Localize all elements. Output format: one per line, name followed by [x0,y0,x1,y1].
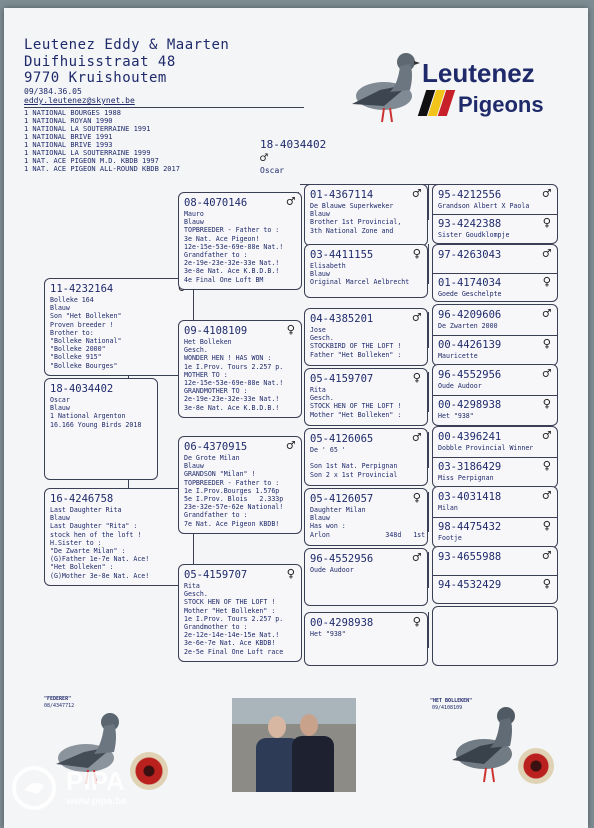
pigeon-details: Daughter Milan Blauw Has won : Arlon 348d 1st [310,506,426,539]
card-divider [433,457,557,458]
pigeon-details: Mauricette [438,352,478,360]
ring-number: 03-4031418 [438,491,502,503]
result-line: 1 NATIONAL LA SOUTERRAINE 1999 [24,149,151,157]
ring-number: 03-4411155 [310,249,374,261]
header-rule [24,107,304,108]
gen4-pigeon-card [304,308,428,366]
right-bird-ring: 09/4108109 [432,705,463,711]
pipa-watermark: PIPA [66,766,125,796]
ring-number: 05-4126065 [310,433,374,445]
het-bolleken-eye-icon [518,748,554,784]
results-list [24,109,180,173]
logo-line2: Pigeons [458,92,544,117]
male-icon: ♂ [286,194,295,210]
male-icon: ♂ [412,550,421,566]
female-icon: ♀ [412,490,421,506]
pigeon-details: Goede Geschelpte [438,290,502,298]
ring-number: 05-4159707 [184,569,248,581]
female-icon: ♀ [542,576,551,592]
ring-number: 97-4263043 [438,249,502,261]
female-icon: ♀ [286,322,295,338]
card-divider [433,575,557,576]
pigeon-details: Oude Audoor [310,566,354,574]
male-icon: ♂ [412,430,421,446]
ring-number: 00-4298938 [438,399,502,411]
ring-number: 93-4242388 [438,218,502,230]
gen4-pigeon-card [304,488,428,546]
male-icon: ♂ [412,186,421,202]
logo-line1: Leutenez [422,58,535,88]
subject-ring: 18-4034402 [260,138,327,151]
pigeon-details: Oude Audoor [438,382,482,390]
ring-number: 96-4209606 [438,309,502,321]
pigeon-details: Dobble Provincial Winner [438,444,534,452]
female-icon: ♀ [412,246,421,262]
male-icon: ♂ [542,186,551,202]
card-divider [433,214,557,215]
pigeon-details: Grandson Albert X Paola [438,202,530,210]
gen3-pigeon-card [178,436,302,534]
gen5-pigeon-pair-card [432,606,558,666]
ring-number: 98-4475432 [438,521,502,533]
gen3-pigeon-card [178,564,302,662]
left-bird-ring: 08/4347712 [44,703,75,709]
result-line: 1 NATIONAL ROYAN 1990 [24,117,113,125]
ring-number: 96-4552956 [310,553,374,565]
subject-sex-icon: ♂ [260,151,268,166]
female-icon: ♀ [542,396,551,412]
ring-number: 09-4108109 [184,325,248,337]
female-icon: ♀ [542,215,551,231]
female-icon: ♀ [542,518,551,534]
ring-number: 16-4246758 [50,493,114,505]
pigeon-details: Jose Gesch. STOCKBIRD OF THE LOFT ! Father "Het Bolleken" : [310,326,402,359]
pigeon-details: Sister Goudklompje [438,231,510,239]
male-icon: ♂ [542,366,551,382]
right-bird-caption: "HET BOLLEKEN" [430,698,473,704]
female-icon: ♀ [286,566,295,582]
card-divider [433,395,557,396]
card-divider [433,273,557,274]
male-icon: ♂ [542,246,551,262]
result-line: 1 NAT. ACE PIGEON ALL-ROUND KBDB 2017 [24,165,180,173]
ring-number: 03-3186429 [438,461,502,473]
owner-email[interactable]: eddy.leutenez@skynet.be [24,96,135,105]
male-icon: ♂ [286,438,295,454]
gen1-pigeon-card [44,378,158,480]
ring-number: 05-4126057 [310,493,374,505]
gen5-pigeon-pair-card [432,486,558,548]
pipa-watermark-url[interactable]: www.pipa.be [66,796,127,807]
pigeon-details: Miss Perpignan [438,474,494,482]
male-icon: ♂ [542,306,551,322]
gen4-pigeon-card [304,244,428,298]
belgian-flag-icon [422,90,452,120]
ring-number: 96-4552956 [438,369,502,381]
ring-number: 00-4396241 [438,431,502,443]
ring-number: 00-4298938 [310,617,374,629]
card-divider [433,517,557,518]
pigeon-details: De Zwarten 2000 [438,322,498,330]
gen2-pigeon-card [44,278,194,376]
gen4-pigeon-card [304,184,428,246]
ring-number: 04-4385201 [310,313,374,325]
gen5-pigeon-pair-card [432,426,558,488]
pigeon-details: De Grote Milan Blauw GRANDSON "Milan" ! TOPBREEDER - Father to : 1e I.Prov.Bourges 1.576p 5e I.Prov. Blois 2.333p 23e-32e-57e-62e National! Grandfather to : 7e Nat. Ace Pigeon KBDB! [184,454,284,528]
ring-number: 01-4174034 [438,277,502,289]
female-icon: ♀ [412,614,421,630]
ring-number: 94-4532429 [438,579,502,591]
pedigree-sheet [4,8,588,828]
ring-number: 00-4426139 [438,339,502,351]
pigeon-details: Elisabeth Blauw Original Marcel Aelbrecht [310,262,410,287]
pigeon-details: Footje [438,534,462,542]
pigeon-details: Last Daughter Rita Blauw Last Daughter "Rita" : stock hen of the loft ! H.Sister to : "De Zwarte Milan" : (G)Father 1e-7e Nat. Ace! "Het Bolleken" : (G)Mother 3e-8e Nat. Ace! [50,506,150,580]
female-icon: ♀ [542,458,551,474]
pigeon-details: De Blauwe Superkweker Blauw Brother 1st Provincial, 3th National Zone and [310,202,402,235]
male-icon: ♂ [542,428,551,444]
pigeon-details: Het Bolleken Gesch. WONDER HEN ! HAS WON : 1e I.Prov. Tours 2.257 p. MOTHER TO : 12e-15e-53e-69e-88e Nat.! GRANDMOTHER TO : 2e-19e-23e-32e-33e Nat.! 3e-8e Nat. Ace K.B.D.B.! [184,338,284,412]
result-line: 1 NATIONAL BOURGES 1988 [24,109,121,117]
ring-number: 18-4034402 [50,383,114,395]
ring-number: 11-4232164 [50,283,114,295]
owner-street: Duifhuisstraat 48 [24,54,176,70]
pigeon-details: Oscar Blauw 1 National Argenton 16.166 Young Birds 2018 [50,396,142,429]
gen3-pigeon-card [178,320,302,418]
ring-number: 05-4159707 [310,373,374,385]
pipa-watermark-icon [10,764,58,812]
pigeon-details: Rita Gesch. STOCK HEN OF THE LOFT ! Mother "Het Bolleken" : 1e I.Prov. Tours 2.257 p. Grandmother to : 2e-12e-14e-14e-15e Nat.! 3e-6e-7e Nat. Ace KBDB! 2e-5e Final One Loft race [184,582,284,656]
female-icon: ♀ [412,370,421,386]
pigeon-details: Rita Gesch. STOCK HEN OF THE LOFT ! Mother "Het Bolleken" : [310,386,402,419]
gen5-pigeon-pair-card [432,364,558,426]
pigeon-details: Bolleke 164 Blauw Son "Het Bolleken" Proven breeder ! Brother to: "Bolleke National" "Bolleke 2000" "Bolleke 915" "Bolleke Bourges" [50,296,122,370]
owners-photo [232,698,356,792]
result-line: 1 NATIONAL BRIVE 1993 [24,141,113,149]
federer-eye-icon [130,752,168,790]
ring-number: 06-4370915 [184,441,248,453]
pigeon-details: Milan [438,504,458,512]
gen3-pigeon-card [178,192,302,290]
owner-name: Leutenez Eddy & Maarten [24,37,230,53]
result-line: 1 NAT. ACE PIGEON M.D. KBDB 1997 [24,157,159,165]
gen5-pigeon-pair-card [432,184,558,244]
ring-number: 08-4070146 [184,197,248,209]
left-bird-caption: "FEDERER" [44,696,72,702]
pigeon-logo-icon [340,44,422,128]
pigeon-details: Het "938" [438,412,474,420]
male-icon: ♂ [542,488,551,504]
female-icon: ♀ [542,336,551,352]
male-icon: ♂ [542,548,551,564]
pigeon-details: Mauro Blauw TOPBREEDER - Father to : 3e Nat. Ace Pigeon! 12e-15e-53e-69e-88e Nat.! Grandfather to : 2e-19e-23e-32e-33e Nat.! 3e-8e Nat. Ace K.B.D.B.! 4e Final One Loft BM [184,210,284,284]
ring-number: 93-4655988 [438,551,502,563]
gen4-pigeon-card [304,368,428,426]
owner-phone: 09/384.36.05 [24,87,82,96]
gen4-pigeon-card [304,548,428,606]
ring-number: 01-4367114 [310,189,374,201]
ring-number: 95-4212556 [438,189,502,201]
pigeon-details: De ' 65 ' Son 1st Nat. Perpignan Son 2 x 1st Provincial [310,446,398,479]
card-divider [433,335,557,336]
male-icon: ♂ [412,310,421,326]
het-bolleken-pigeon-icon [440,698,522,788]
gen4-pigeon-card [304,612,428,666]
owner-city: 9770 Kruishoutem [24,70,167,86]
result-line: 1 NATIONAL BRIVE 1991 [24,133,113,141]
gen5-pigeon-pair-card [432,304,558,366]
subject-name: Oscar [260,166,285,175]
female-icon: ♀ [542,274,551,290]
pigeon-details: Het "938" [310,630,346,638]
gen5-pigeon-pair-card [432,546,558,604]
result-line: 1 NATIONAL LA SOUTERRAINE 1991 [24,125,151,133]
gen4-pigeon-card [304,428,428,486]
gen2-pigeon-card [44,488,194,586]
gen5-pigeon-pair-card [432,244,558,302]
